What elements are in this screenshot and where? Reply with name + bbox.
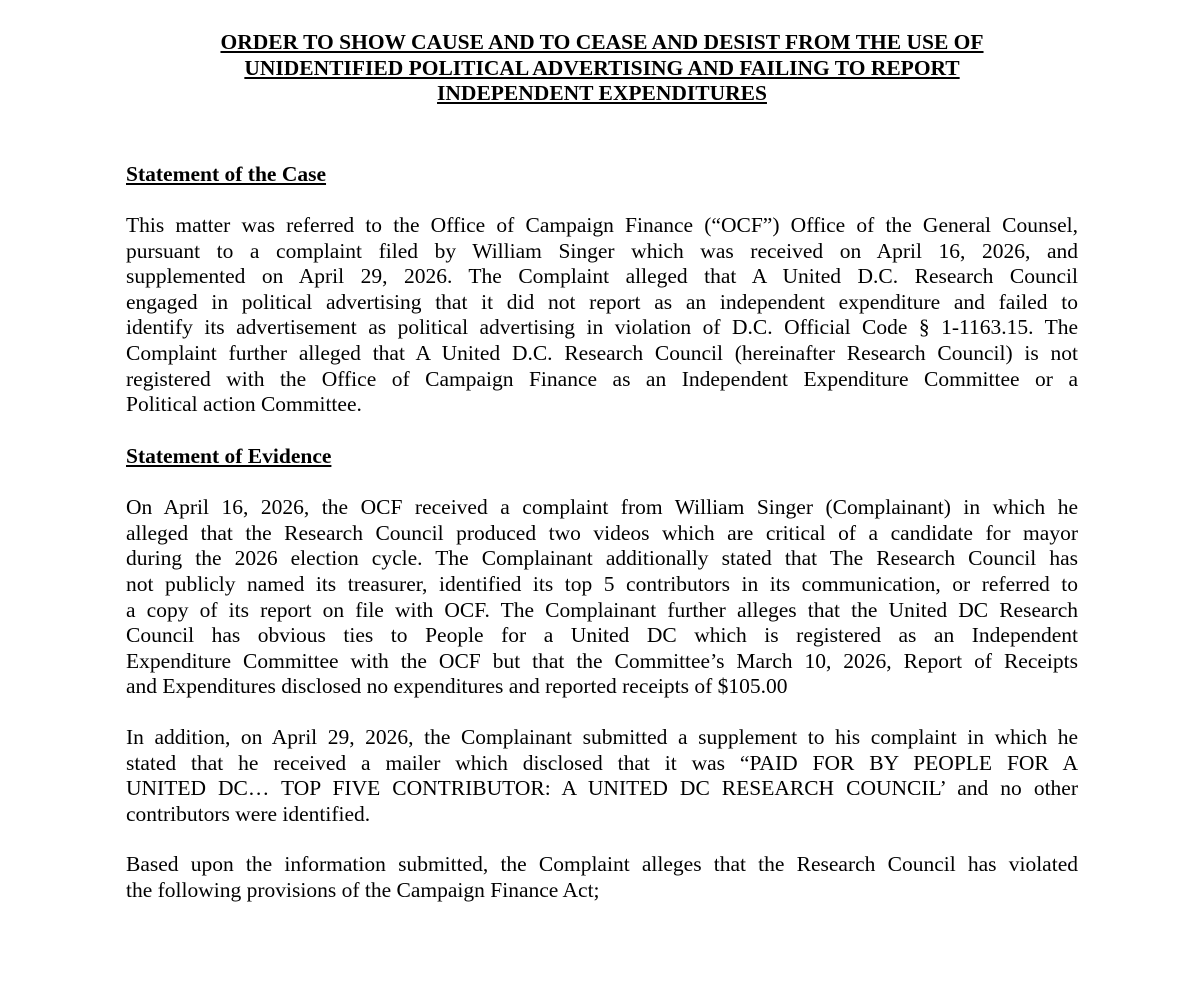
text-line: stated that he received a mailer which disclosed that it was “PAID FOR BY PEOPLE FOR A	[126, 750, 1078, 775]
text-line: alleged that the Research Council produced two videos which are critical of a candidate for mayor	[126, 520, 1078, 545]
paragraph-statement-of-case	[126, 213, 1078, 418]
document-page	[126, 30, 1078, 904]
paragraph-statement-of-evidence	[126, 495, 1078, 700]
text-line: identify its advertisement as political advertising in violation of D.C. Official Code § 1-1163.15. The	[126, 315, 1078, 340]
text-line: Council has obvious ties to People for a United DC which is registered as an Independent	[126, 623, 1078, 648]
text-line: Based upon the information submitted, the Complaint alleges that the Research Council has violated	[126, 852, 1078, 877]
paragraph-supplement	[126, 725, 1078, 827]
text-line: This matter was referred to the Office of Campaign Finance (“OCF”) Office of the General Counsel,	[126, 213, 1078, 237]
text-line: contributors were identified.	[126, 801, 371, 826]
title-line: ORDER TO SHOW CAUSE AND TO CEASE AND DESIST FROM THE USE OF	[220, 30, 984, 54]
text-line: engaged in political advertising that it did not report as an independent expenditure and failed to	[126, 289, 1078, 314]
text-line: a copy of its report on file with OCF. The Complainant further alleges that the United DC Research	[126, 597, 1078, 622]
text-line: during the 2026 election cycle. The Complainant additionally stated that The Research Council has	[126, 546, 1078, 571]
text-line: Political action Committee.	[126, 392, 362, 417]
text-line: supplemented on April 29, 2026. The Complaint alleged that A United D.C. Research Council	[126, 264, 1078, 289]
text-line: the following provisions of the Campaign Finance Act;	[126, 877, 600, 902]
text-line: and Expenditures disclosed no expenditures and reported receipts of $105.00	[126, 674, 788, 699]
document-title	[126, 30, 1078, 107]
text-line: Expenditure Committee with the OCF but that the Committee’s March 10, 2026, Report of Receipts	[126, 648, 1078, 673]
paragraph-alleged-violations	[126, 852, 1078, 903]
title-line: UNIDENTIFIED POLITICAL ADVERTISING AND FAILING TO REPORT	[244, 55, 960, 80]
text-line: not publicly named its treasurer, identified its top 5 contributors in its communication, or referred to	[126, 572, 1078, 597]
title-line: INDEPENDENT EXPENDITURES	[437, 81, 767, 105]
text-line: pursuant to a complaint filed by William Singer which was received on April 16, 2026, and	[126, 238, 1078, 263]
section-heading-statement-of-case: Statement of the Case	[126, 161, 327, 186]
text-line: On April 16, 2026, the OCF received a complaint from William Singer (Complainant) in which he	[126, 495, 1078, 520]
text-line: In addition, on April 29, 2026, the Complainant submitted a supplement to his complaint in which he	[126, 725, 1078, 749]
text-line: UNITED DC… TOP FIVE CONTRIBUTOR: A UNITED DC RESEARCH COUNCIL’ and no other	[126, 776, 1078, 801]
text-line: registered with the Office of Campaign Finance as an Independent Expenditure Committee or a	[126, 366, 1078, 391]
section-heading-statement-of-evidence: Statement of Evidence	[126, 443, 332, 468]
text-line: Complaint further alleged that A United D.C. Research Council (hereinafter Research Council) is not	[126, 340, 1078, 365]
